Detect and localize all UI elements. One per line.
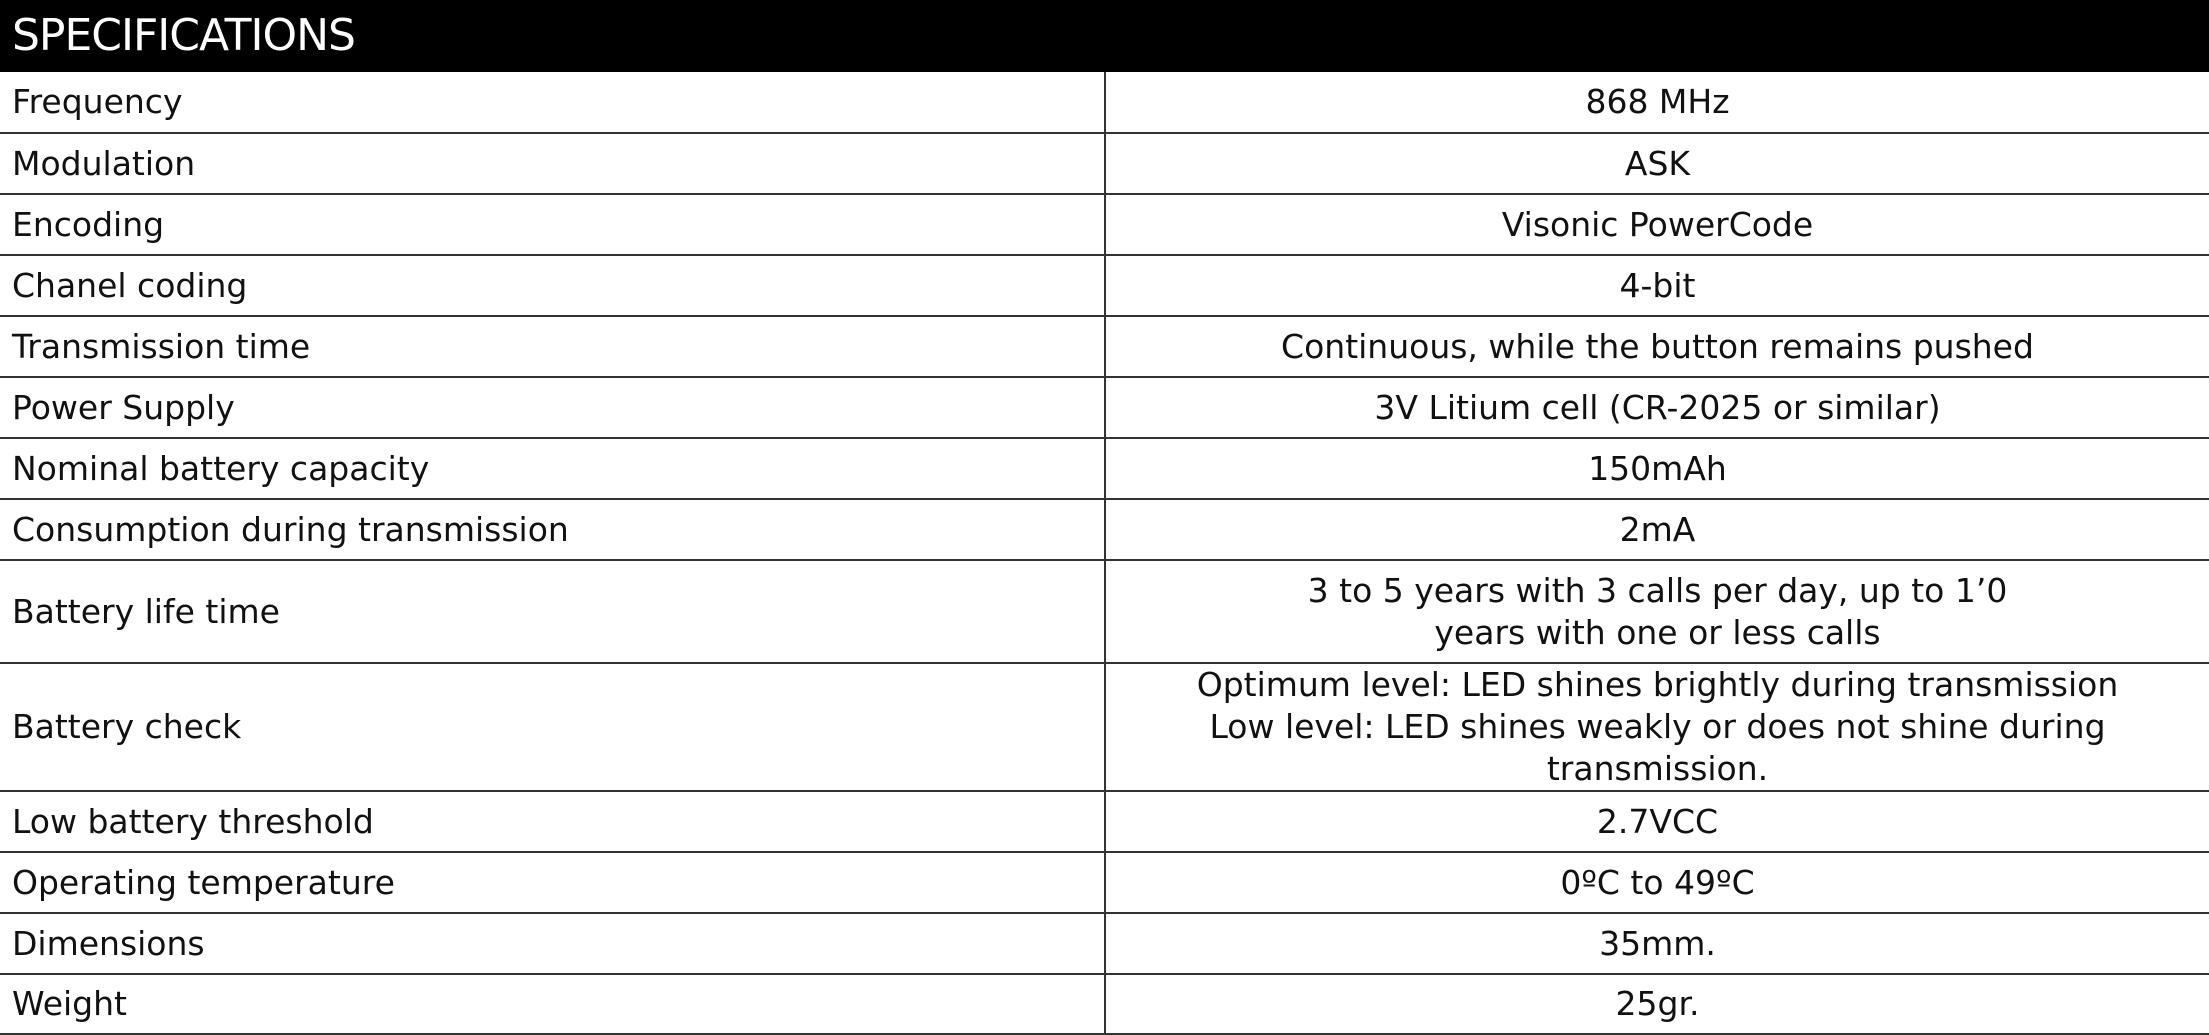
spec-label: Low battery threshold (0, 791, 1105, 852)
spec-value (1105, 377, 2209, 438)
specifications-table (0, 72, 2209, 1035)
table-row (0, 377, 2209, 438)
spec-value-line: ASK (1624, 143, 1691, 183)
table-row (0, 913, 2209, 974)
table-row (0, 72, 2209, 133)
table-row (0, 133, 2209, 194)
spec-label: Dimensions (0, 913, 1105, 974)
spec-value (1105, 316, 2209, 377)
spec-value (1105, 499, 2209, 560)
spec-label: Battery life time (0, 560, 1105, 663)
spec-label: Operating temperature (0, 852, 1105, 913)
table-row (0, 663, 2209, 791)
spec-value-line: 150mAh (1588, 448, 1727, 488)
table-row (0, 255, 2209, 316)
spec-value-line: 25gr. (1615, 984, 1700, 1023)
spec-value-line: 3 to 5 years with 3 calls per day, up to 1’0 (1307, 570, 2008, 610)
spec-value (1105, 438, 2209, 499)
spec-value (1105, 791, 2209, 852)
spec-label: Encoding (0, 194, 1105, 255)
spec-value (1105, 663, 2209, 791)
spec-label: Nominal battery capacity (0, 438, 1105, 499)
spec-value (1105, 255, 2209, 316)
spec-value (1105, 194, 2209, 255)
spec-value (1105, 72, 2209, 133)
spec-value-line: 4-bit (1619, 265, 1696, 305)
spec-value-line: Optimum level: LED shines brightly during transmission (1196, 665, 2119, 704)
spec-value (1105, 560, 2209, 663)
spec-label: Modulation (0, 133, 1105, 194)
spec-value (1105, 913, 2209, 974)
table-row (0, 852, 2209, 913)
spec-value-line: 2mA (1619, 509, 1696, 549)
spec-value-line: Continuous, while the button remains pushed (1281, 326, 2034, 366)
spec-label: Power Supply (0, 377, 1105, 438)
spec-label: Transmission time (0, 316, 1105, 377)
spec-value (1105, 133, 2209, 194)
table-row (0, 499, 2209, 560)
table-row (0, 560, 2209, 663)
spec-value-line: 2.7VCC (1596, 801, 1719, 841)
table-row (0, 438, 2209, 499)
table-row (0, 194, 2209, 255)
spec-value-line: 3V Litium cell (CR-2025 or similar) (1374, 387, 1941, 427)
spec-label: Weight (0, 974, 1105, 1034)
spec-label: Battery check (0, 663, 1105, 791)
spec-value-line: Visonic PowerCode (1501, 204, 1814, 244)
specifications-header (0, 0, 2209, 72)
spec-value (1105, 974, 2209, 1034)
spec-value-line: 35mm. (1599, 923, 1716, 963)
spec-label: Consumption during transmission (0, 499, 1105, 560)
spec-label: Frequency (0, 72, 1105, 133)
table-row (0, 316, 2209, 377)
specifications-title: SPECIFICATIONS (12, 10, 355, 61)
spec-value-line: Low level: LED shines weakly or does not shine during transmission. (1209, 707, 2106, 788)
spec-value-line: 868 MHz (1585, 82, 1730, 121)
spec-value-line: 0ºC to 49ºC (1560, 862, 1755, 902)
table-row (0, 791, 2209, 852)
spec-value (1105, 852, 2209, 913)
spec-value-line: years with one or less calls (1434, 612, 1881, 652)
table-row (0, 974, 2209, 1034)
spec-label: Chanel coding (0, 255, 1105, 316)
